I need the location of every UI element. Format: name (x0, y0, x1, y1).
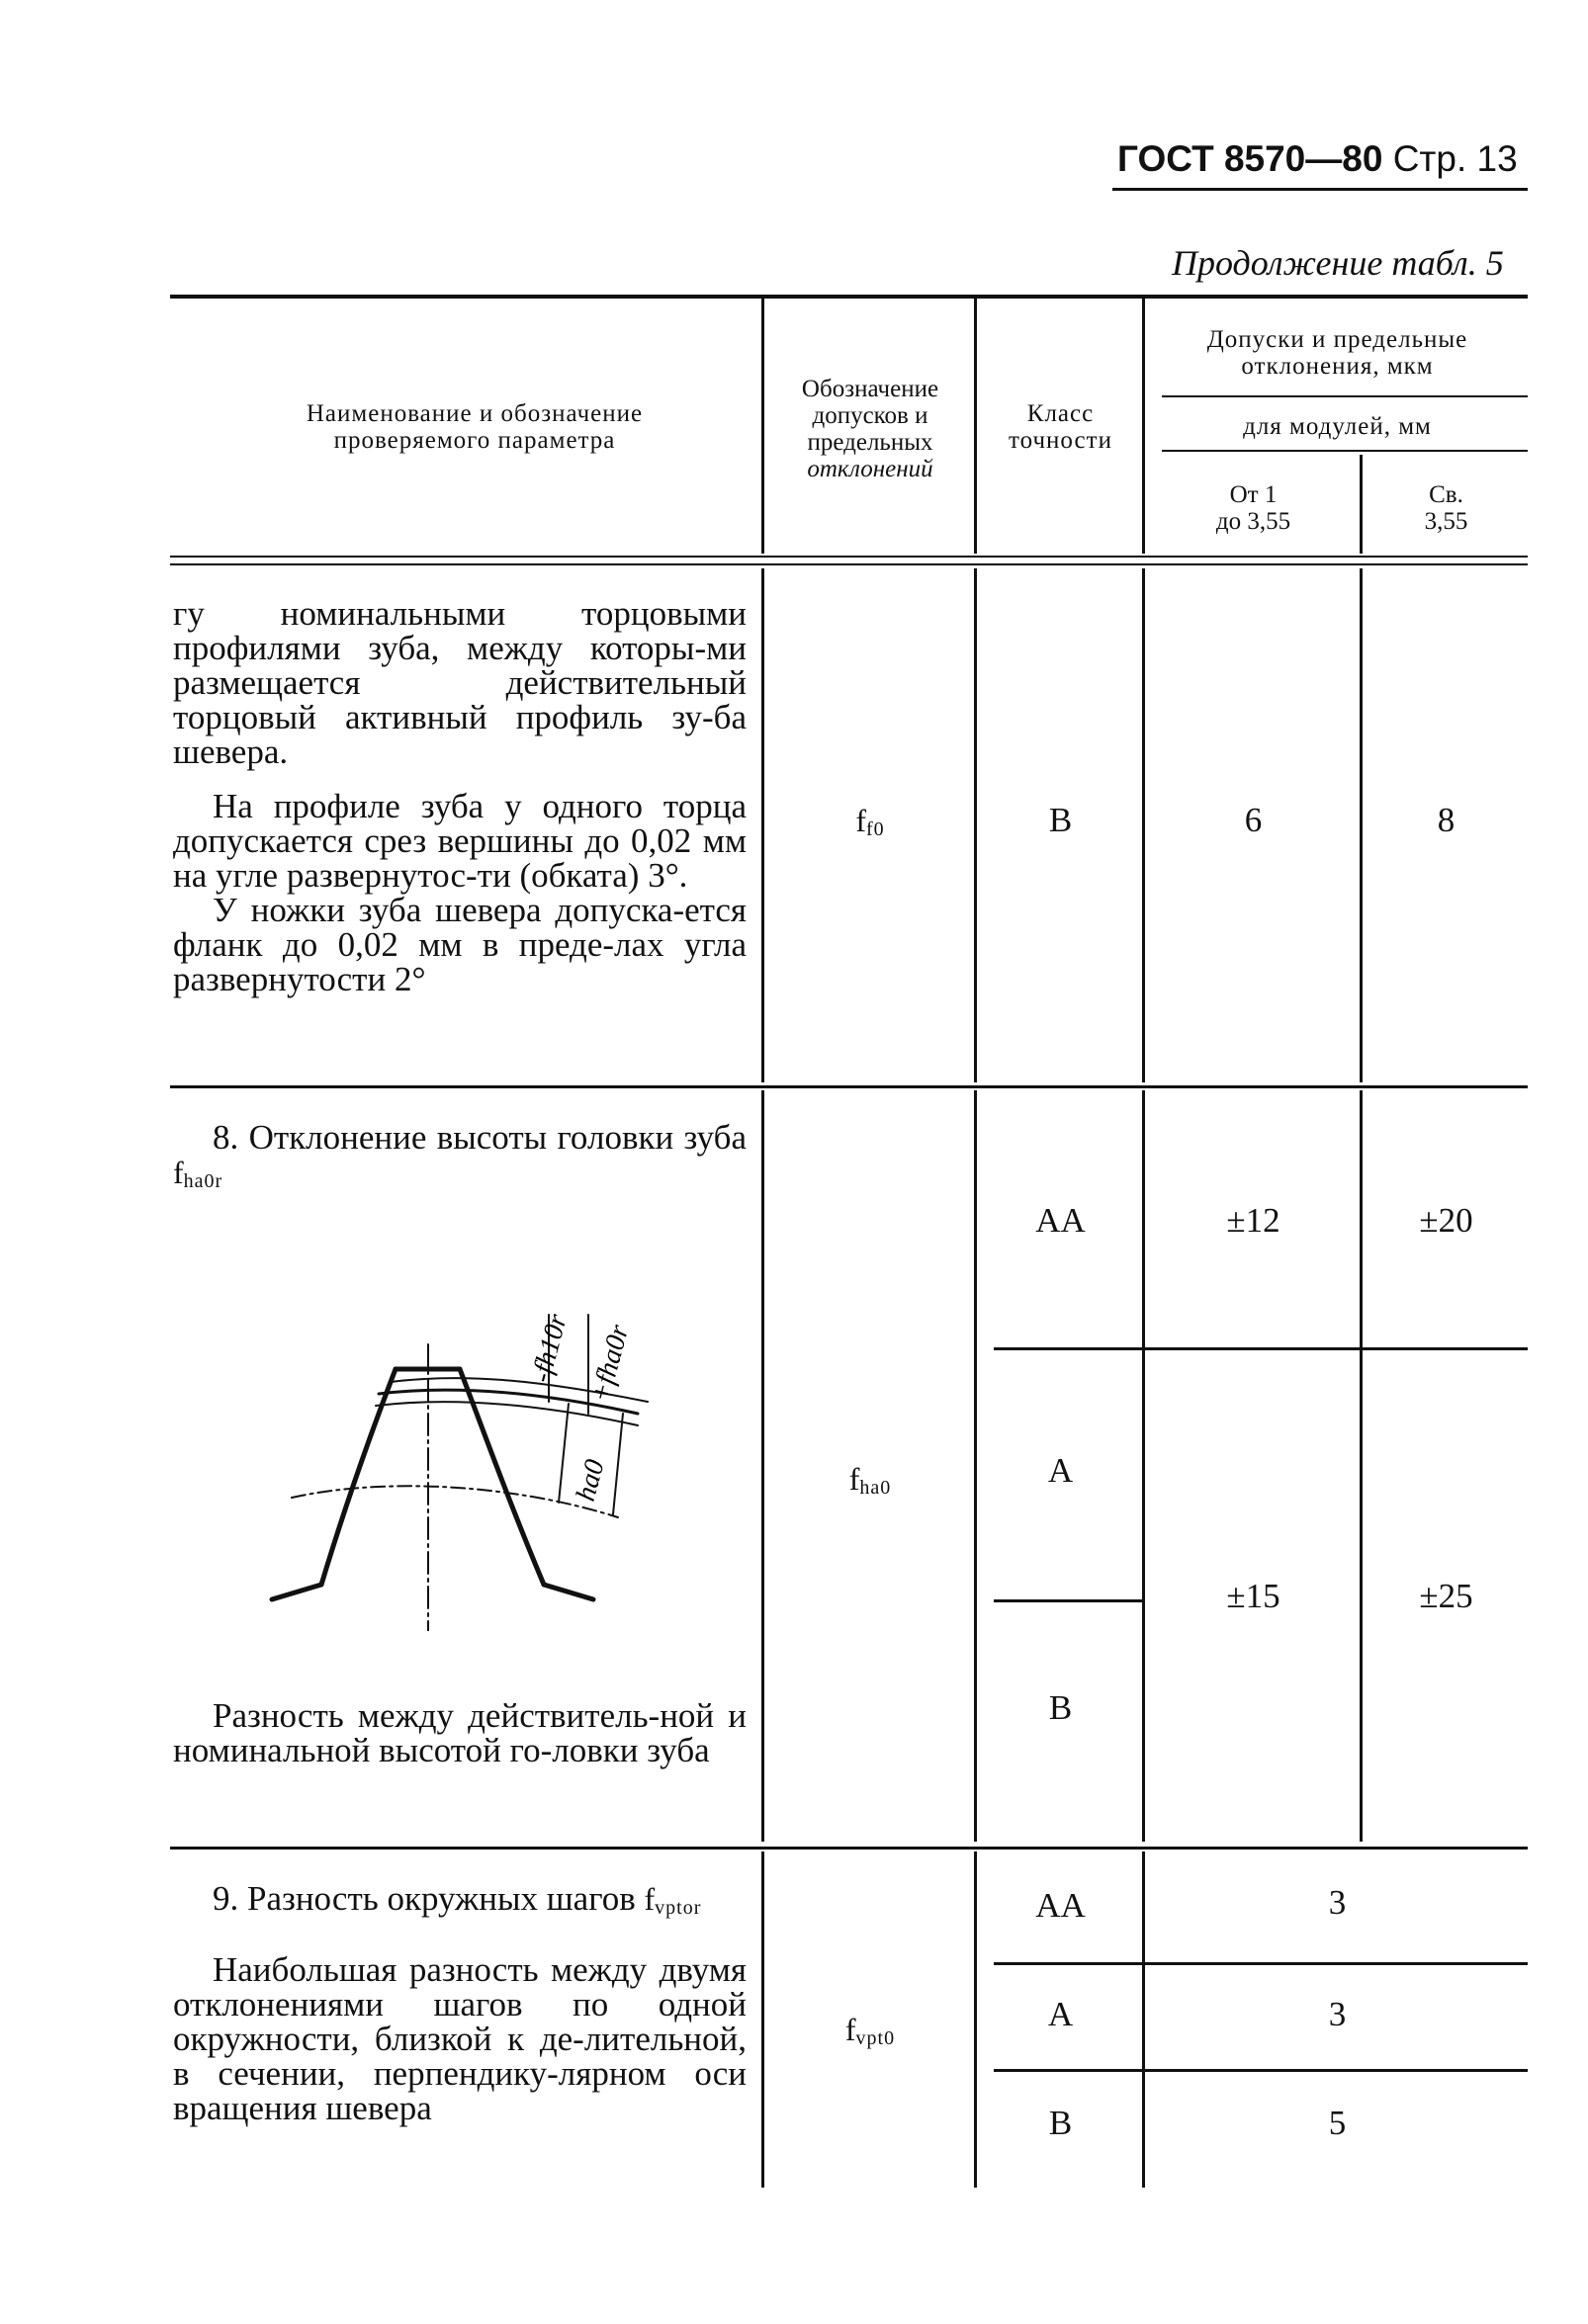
col-divider (1142, 568, 1145, 1082)
table-continuation-label: Продолжение табл. 5 (1172, 243, 1504, 283)
row8-description: Разность между действитель-ной и номинальной высотой го-ловки зуба (173, 1696, 747, 1769)
row7-symbol: $f_{f0}$ (855, 803, 885, 840)
col-divider (1142, 1090, 1145, 1842)
page-number: Стр. 13 (1392, 138, 1518, 179)
col-header-tolerances: Допуски и предельные отклонения, мкм (1206, 326, 1468, 380)
row9-value-b: 5 (1328, 2104, 1347, 2142)
row9-title: 9. Разность окружных шагов $f_{vptor}$ (213, 1879, 702, 1919)
class-separator (994, 1599, 1142, 1602)
col-divider (1360, 1090, 1363, 1842)
dim-arrow-4 (613, 1414, 623, 1514)
header-bottom-rule (170, 556, 1528, 558)
row9-value-aa: 3 (1328, 1883, 1347, 1922)
row7-class: B (1048, 801, 1073, 839)
col-divider (974, 568, 977, 1082)
class-separator (994, 1347, 1528, 1350)
row8-aa-value-1: ±12 (1226, 1201, 1280, 1240)
standard-number: ГОСТ 8570—80 (1117, 138, 1383, 179)
row8-aa-value-2: ±20 (1419, 1201, 1473, 1240)
row9-class-a: A (1047, 1995, 1074, 2033)
fig-label-ha0: ha0 (570, 1456, 611, 1505)
col-divider (761, 1090, 764, 1842)
col-header-modules: для модулей, мм (1243, 413, 1432, 440)
row8-class-b: B (1048, 1688, 1073, 1727)
row7-value-2: 8 (1437, 801, 1456, 839)
page-header (1117, 138, 1518, 180)
row9-description: Наибольшая разность между двумя отклонениями шагов по одной окружности, близкой к де-лительной, в сечении, перпендику-лярном оси вращения шевера (173, 1950, 747, 2127)
col-divider (1142, 1851, 1145, 2188)
class-separator (994, 1962, 1528, 1965)
row-separator (170, 1847, 1528, 1850)
col-divider (761, 1851, 764, 2188)
col-divider (761, 568, 764, 1082)
col-divider (974, 299, 977, 554)
pitch-arc (292, 1486, 618, 1517)
subheader-rule (1162, 395, 1528, 397)
tooth-left-flank (321, 1369, 396, 1585)
header-rule (1112, 188, 1528, 191)
col-divider (974, 1090, 977, 1842)
col-header-mod2: Св. 3,55 (1424, 481, 1468, 535)
tooth-right-flank (460, 1369, 544, 1585)
row8-ab-value-2: ±25 (1419, 1577, 1473, 1615)
row8-class-aa: AA (1035, 1201, 1086, 1240)
subheader-rule (1162, 450, 1528, 452)
row8-symbol: $f_{ha0}$ (848, 1461, 892, 1499)
col-divider (1142, 299, 1145, 554)
row8-ab-value-1: ±15 (1226, 1577, 1280, 1615)
row9-class-b: B (1048, 2104, 1073, 2142)
root-right (544, 1585, 593, 1599)
row9-class-aa: AA (1035, 1886, 1086, 1925)
fig-label-fh10r: -fh10r (525, 1311, 573, 1386)
row9-value-a: 3 (1328, 1995, 1347, 2033)
row8-title: 8. Отклонение высоты головки зуба $f_{ha0r}$ (173, 1118, 747, 1192)
col-header-mod1: От 1 до 3,55 (1215, 481, 1291, 535)
row8-class-a: A (1047, 1451, 1074, 1490)
col-divider (1360, 568, 1363, 1082)
col-header-class: Класс точности (1009, 400, 1112, 454)
col-divider (761, 299, 764, 554)
col-header-symbol: Обозначение допусков и предельных отклонений (801, 376, 939, 482)
tooth-profile-figure (262, 1255, 677, 1631)
class-separator (994, 2069, 1528, 2072)
col-divider (974, 1851, 977, 2188)
root-left (272, 1585, 321, 1599)
row9-symbol: $f_{vpt0}$ (844, 2012, 896, 2049)
row7-description: гу номинальными торцовыми профилями зуба, между которы-ми размещается действительный торцовый активный профиль зу-ба шевера. На профиле зуба у одного торца допускается срез вершины до 0,02 мм на угле развернутос-ти (обката) 3°. У ножки зуба шевера допуска-ется фланк до 0,02 мм в преде-лах угла развернутости 2° (173, 594, 747, 998)
fig-label-fha0r: +fha0r (584, 1321, 636, 1406)
header-bottom-rule-2 (170, 563, 1528, 565)
col-divider (1360, 455, 1363, 554)
table-top-rule (170, 295, 1528, 299)
dim-arrow-3 (559, 1404, 569, 1503)
row7-value-1: 6 (1244, 801, 1263, 839)
col-header-name: Наименование и обозначение проверяемого параметра (306, 400, 644, 454)
row-separator (170, 1085, 1528, 1088)
